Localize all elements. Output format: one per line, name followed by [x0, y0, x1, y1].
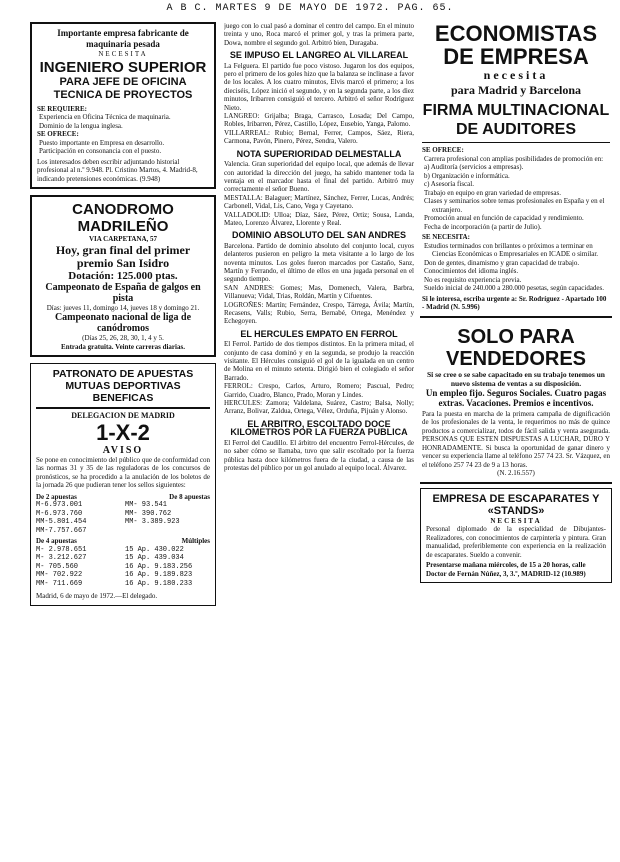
ad4-contact: Si le interesa, escriba urgente a: Sr. Rodríguez - Apartado 100 - Madrid (N. 5.996) — [422, 294, 607, 311]
ad1-off-2: Participación en consonancia con el puesto. — [39, 147, 162, 155]
ad3-left2-3: MM- 702.922 — [36, 571, 83, 579]
news-p4c: HERCULES: Zamora; Valdelana, Suárez, Castro; Balsa, Nolly; Arranz, Bolivar, Zaldua, Ortega, Vélez, Orduña, Pijuán y Alonso. — [224, 399, 414, 416]
ad1-off-heading: SE OFRECE: — [37, 130, 79, 138]
ad2-dates: Días: jueves 11, domingo 14, jueves 18 y domingo 21. — [46, 303, 200, 312]
ad2-champ: Campeonato de España de galgos en pista — [45, 281, 201, 304]
ad3-deleg: DELEGACION DE MADRID — [71, 411, 175, 420]
page-header: A B C. MARTES 9 DE MAYO DE 1972. PAG. 65. — [166, 3, 454, 14]
ad6-nec: NECESITA — [490, 516, 542, 525]
ad4-off-1: a) Auditoría (servicios a empresas). — [424, 163, 524, 171]
ad3-right-1: MM- 390.762 — [125, 509, 172, 518]
ad-economistas — [420, 22, 612, 318]
ad3-left2-0: M- 2.978.651 — [36, 545, 87, 554]
ad1-role2: PARA JEFE DE OFICINA TECNICA DE PROYECTOS — [53, 75, 193, 101]
ad2-addr: VIA CARPETANA, 57 — [88, 235, 158, 243]
news-p4: El Ferrol. Partido de dos tiempos distintos. En la primera mitad, el conjunto de casa dominó y en la segunda, se produjo la reacción visitante. El Hércules consiguió el gol de la igualada en un centro de Molina en el minuto setenta. Dirigió bien el colegiado el señor Barrado. — [224, 340, 414, 382]
ad1-req-2: Dominio de la lengua inglesa. — [39, 121, 123, 130]
ad-vendedores — [420, 324, 612, 484]
ad3-right2-0: 15 Ap. 430.022 — [125, 545, 184, 554]
ad1-contact: Los interesados deben escribir adjuntando historial profesional al n.º 9.948. Pl. Cristino Martos, 4. Madrid-8, indicando pretensiones económicas. (9.948) — [37, 157, 198, 183]
news-p2: Valencia. Gran superioridad del equipo local, que además de llevar con autoridad la dirección del juego, ha sabido mantener toda la ventaja en el marcador hasta el final del partido. Arbitró muy correctamente el señor Bueno. — [224, 160, 414, 194]
news-p2c: VALLADOLID: Ulloa; Díaz, Sáez, Pérez, Ortiz; Sousa, Landa, Mateo, Lorenzo Álvarez, Llorente y Real. — [224, 210, 414, 227]
ad4-nec: necesita — [483, 68, 549, 82]
ad2-line1: Hoy, gran final del primer premio San Isidro — [55, 242, 191, 270]
ad1-req-heading: SE REQUIERE: — [37, 104, 87, 113]
ad2-prize: Dotación: 125.000 ptas. — [68, 269, 178, 282]
ad2-league: Campeonato nacional de liga de canódromos — [54, 312, 192, 334]
ad3-left-2: MM-5.801.454 — [36, 518, 87, 526]
ad5-body: Para la puesta en marcha de la primera campaña de dignificación de los profesionales de la venta, le requerimos no más de quince productos a comercializar, todos de fácil salida y venta asegurada. PERSONAS QUE ESTEN DISPUESTAS A LUCHAR, DURO Y HONRADAMENTE. Si busca la oportunidad de ganar dinero y vencer su experiencia llame al teléfono 257 74 23. Sr. Vázquez, en el teléfono 257 74 23 de 9 a 13 horas. — [422, 409, 610, 469]
ad3-h-left: De 2 apuestas — [36, 492, 77, 501]
ad3-big: 1-X-2 — [96, 419, 150, 445]
ad3-aviso: AVISO — [102, 444, 144, 456]
ad2-title: CANODROMO MADRILEÑO — [72, 201, 174, 235]
ad3-right2-1: 15 Ap. 439.034 — [125, 554, 184, 562]
ad3-left2-4: MM- 711.669 — [36, 579, 83, 588]
ad3-sign: Madrid, 6 de mayo de 1972.—El delegado. — [36, 592, 158, 600]
ad-patronato — [30, 363, 216, 606]
column-news — [224, 22, 414, 860]
news-p3: Barcelona. Partido de dominio absoluto del conjunto local, cuyos delanteros pusieron en peligro la meta visitante a lo largo de los noventa minutos. Los goles fueron marcados por Castaño, Sanz, Martín y Ferrando, el último de ellos en una jugada personal en el segundo tiempo. — [224, 241, 414, 284]
news-p4b: FERROL: Crespo, Carlos, Arturo, Romero; Pascual, Pedro; Garrido, Cuadro, Blanco, Prado, Moran y Lindes. — [224, 382, 414, 399]
ad6-text: Personal diplomado de la especialidad de Dibujantes-Realizadores, con conocimientos de carpintería y pintura. Gran manualidad, preferiblemente con experiencia en la realización de escaparates. Sueldo a convenir. — [426, 525, 606, 559]
news-h4: EL HERCULES EMPATO EN FERROL — [240, 328, 398, 339]
ad-escaparates — [420, 488, 612, 584]
ad-canodromo — [30, 195, 216, 357]
news-h3: DOMINIO ABSOLUTO DEL SAN ANDRES — [231, 230, 406, 241]
ad-ingeniero — [30, 22, 216, 189]
ad3-h-right2: Múltiples — [181, 537, 210, 545]
news-p1b: LANGREO: Grijalba; Braga, Carrasco, Losada; Del Campo, Robles, Iribarren, Pérez, Castillo, López, Eusebio, Yanga, Palomo. — [224, 112, 414, 129]
ad3-left-1: M-6.973.760 — [36, 509, 83, 518]
ad1-necesita: NECESITA — [98, 50, 148, 58]
ad4-off-6: Promoción anual en función de capacidad y rendimiento. — [424, 214, 584, 222]
ad4-where: para Madrid y Barcelona — [450, 83, 582, 97]
ad3-title: PATRONATO DE APUESTAS MUTUAS DEPORTIVAS BENEFICAS — [52, 368, 194, 404]
ad4-off-3: c) Asesoría fiscal. — [424, 180, 474, 188]
news-p1c: VILLARREAL: Rubio; Bernal, Ferrer, Campos, Sáez, Riera, Carmona, Pavón, Pinero, Pérez, Sendra, Valero. — [224, 128, 414, 146]
ad3-right2-2: 16 Ap. 9.183.256 — [125, 562, 193, 571]
ad4-nec-1: Don de gentes, dinamismo y gran capacidad de trabajo. — [424, 258, 580, 267]
ad4-off-4: Trabajo en equipo en gran variedad de empresas. — [424, 188, 561, 197]
news-top: juego con lo cual pasó a dominar el centro del campo. En el minuto treinta y uno, Roca marcó el primer gol, y tras la primera parte, Dowa, nombre el segundo gol. Arbitró bien, Duragaba. — [224, 22, 414, 47]
ad3-h-left2: De 4 apuestas — [36, 537, 77, 545]
ad4-nec-4: Sueldo inicial de 240.000 a 280.000 pesetas, según capacidades. — [424, 284, 605, 292]
ad5-offer: Un empleo fijo. Seguros Sociales. Cuatro pagas extras. Vacaciones. Premios e incentivos. — [425, 387, 607, 408]
news-h2: NOTA SUPERIORIDAD DELMESTALLA — [236, 148, 402, 159]
ad3-left2-2: M- 705.560 — [36, 562, 79, 571]
ad3-right-2: MM- 3.389.923 — [125, 518, 180, 526]
ad4-nec-3: No es requisito experiencia previa. — [424, 275, 522, 284]
ad1-title: Importante empresa fabricante de maquinaria pesada — [57, 28, 189, 49]
news-p2b: MESTALLA: Balaguer; Martínez, Sánchez, Ferrer, Lucas, Andrés; Carbonell, Vidal, Lis, Cano, Vega y Cayetano. — [224, 193, 414, 211]
ad4-nec-2: Conocimientos del idioma inglés. — [424, 267, 519, 275]
ad2-entry: Entrada gratuita. Veinte carreras diarias. — [61, 342, 185, 351]
news-p1: La Felguera. El partido fue poco vistoso. Jugaron los dos equipos, pero el primero de los goles hizo que la balanza se inclinase a favor de los locales. A los cuatro minutos, Elvis marcó el primero; a los dieciséis, López inició el segundo, y en la segunda parte, a los diez minutos, Iribarren consiguió el tercero. Arbitró el señor Rodríguez Nieto. — [224, 61, 414, 112]
ad4-firm: FIRMA MULTINACIONAL DE AUDITORES — [422, 102, 610, 138]
ad3-left-0: M-6.973.001 — [36, 501, 83, 509]
ad4-off-7: Fecha de incorporación (a partir de Julio). — [424, 222, 542, 231]
news-p3c: LOGROÑES: Martín; Fernández, Crespo, Tárrega, Ávila; Martín, Recasens, Valls; Rubio, Serra, Bernabé, Ortega, Menéndez y Echegoyen. — [224, 300, 414, 326]
ad4-off-2: b) Organización e informática. — [424, 171, 510, 180]
ad5-title: SOLO PARA VENDEDORES — [445, 325, 587, 370]
ad6-title: EMPRESA DE ESCAPARATES Y «STANDS» — [432, 492, 600, 517]
column-right — [420, 22, 612, 860]
ad3-left-3: MM-7.757.667 — [36, 526, 87, 535]
news-p3b: SAN ANDRES: Gomes; Mas, Domenech, Valera, Barbra, Villanueva; Vidal, Trias, Roldán, Martín y Cifuentes. — [224, 283, 414, 301]
ad1-role: INGENIERO SUPERIOR — [39, 58, 207, 76]
ad3-right2-3: 16 Ap. 9.189.823 — [125, 571, 193, 579]
ad3-text: Se pone en conocimiento del público que de conformidad con las normas 31 y 35 de las reguladoras de los concursos de pronósticos, se ha procedido a la anulación de los boletos de la jornada 26 que pudieran tener los sellos siguientes: — [36, 455, 210, 489]
ad1-off-1: Puesto importante en Empresa en desarrollo. — [39, 138, 165, 147]
news-h1: SE IMPUSO EL LANGREO AL VILLAREAL — [229, 50, 409, 61]
ad1-req-1: Experiencia en Oficina Técnica de maquinaria. — [39, 113, 171, 121]
ad3-left2-1: M- 3.212.627 — [36, 554, 87, 562]
ad4-off-0: Carrera profesional con amplias posibilidades de promoción en: — [424, 154, 604, 163]
ad3-right-0: MM- 93.541 — [125, 501, 168, 509]
ad4-off-heading: SE OFRECE: — [422, 146, 464, 154]
ad4-off-5: Clases y seminarios sobre temas profesionales en España y en el extranjero. — [424, 197, 605, 214]
ad6-contact: Presentarse mañana miércoles, de 15 a 20 horas, calle Doctor de Fernán Núñez, 3, 3.º, MADRID-12 (10.989) — [426, 561, 586, 578]
ad3-h-right: De 8 apuestas — [169, 492, 210, 501]
news-p5: El Ferrol del Caudillo. El árbitro del encuentro Ferrol-Hércules, de no saber cómo se llamaba, tuvo que salir escoltado por la fuerza pública hasta doce kilómetros fuera de la ciudad, a causa de las protestas del público por un gol anulado al equipo local. Álvarez. — [224, 438, 414, 472]
ad4-nec-heading: SE NECESITA: — [422, 233, 470, 241]
ad3-right2-4: 16 Ap. 9.180.233 — [125, 579, 193, 588]
ad4-nec-0: Estudios terminados con brillantes o próximos a terminar en Ciencias Económicas o Empresariales en ICADE o similar. — [424, 241, 599, 258]
ad2-dates2: (Días 25, 26, 28, 30, 1, 4 y 5. — [82, 334, 164, 342]
column-left — [30, 22, 216, 860]
news-h5: EL ARBITRO, ESCOLTADO DOCE KILOMETROS POR LA FUERZA PUBLICA — [230, 418, 408, 438]
ad5-text: Si se cree o se sabe capacitado en su trabajo tenemos un nuevo sistema de ventas a su disposición. — [427, 369, 605, 388]
ad4-title: ECONOMISTAS DE EMPRESA — [434, 22, 598, 69]
ad5-ref: (N. 2.16.557) — [497, 469, 535, 477]
